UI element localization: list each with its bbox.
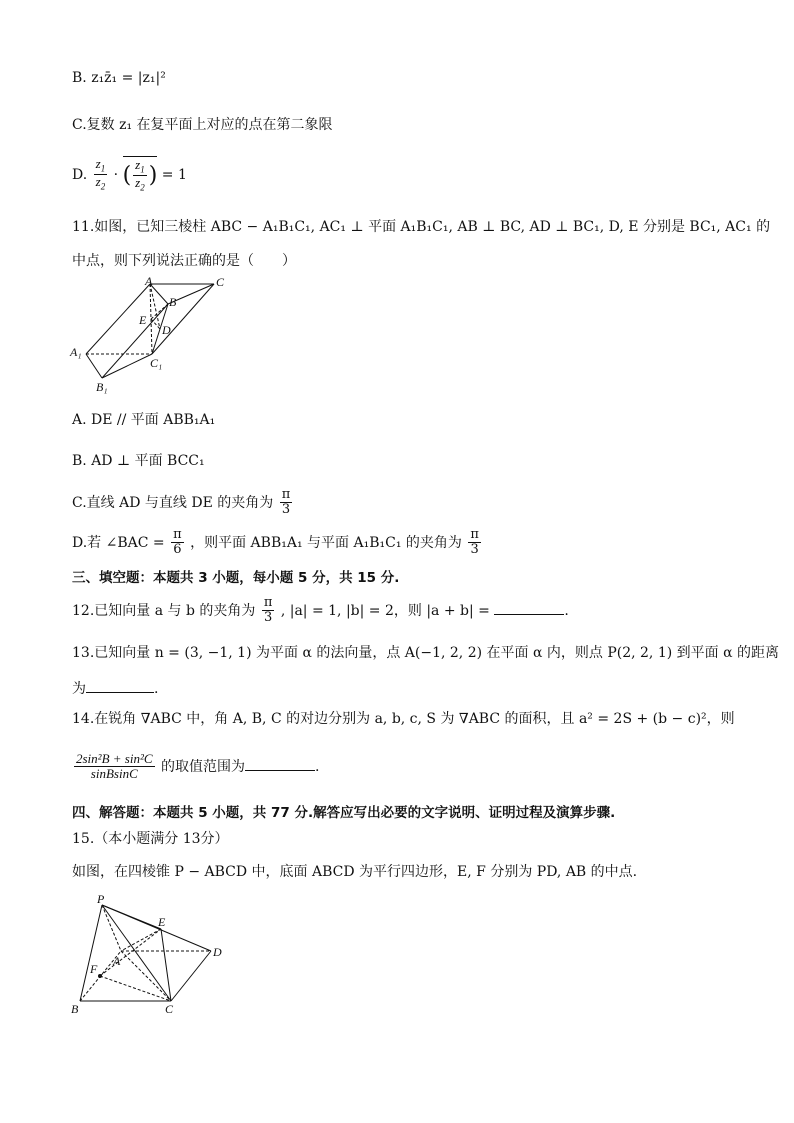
q10-option-c (72, 117, 333, 134)
q11-label-b1: B₁ (96, 380, 108, 394)
q12 (72, 596, 569, 626)
q11-option-d-frac1: $\frac{\pi}{6}$ (173, 527, 182, 558)
q15-label-b: B (71, 1002, 79, 1016)
q15-label-a: A (113, 954, 121, 968)
q13-line1 (72, 645, 779, 662)
q10-option-d-prefix: D. (72, 166, 88, 183)
q13-answer-blank[interactable] (86, 678, 154, 693)
q14-line1 (72, 711, 735, 728)
q15-title: 15.（本小题满分 13分） (72, 831, 229, 847)
q11-label-c: C (216, 275, 225, 289)
q11-option-b (72, 453, 205, 470)
q11-option-b-text: B. AD ⊥ 平面 BCC₁ (72, 453, 205, 469)
q10-option-c-text: C.复数 z₁ 在复平面上对应的点在第二象限 (72, 117, 333, 133)
q15-label-c: C (165, 1002, 174, 1016)
q11-prism-figure (68, 274, 238, 396)
q11-option-d-text1: D.若 ∠BAC = (72, 534, 165, 551)
q12-suffix: , |a| = 1, |b| = 2，则 |a + b| = (280, 602, 490, 619)
q14-line2 (72, 752, 319, 782)
q11-option-d-frac2: $\frac{\pi}{3}$ (470, 527, 479, 558)
q11-option-c (72, 488, 294, 518)
q14-answer-blank[interactable] (245, 756, 315, 771)
q14-line2-end: . (314, 758, 320, 775)
q11-stem-line1-text: 11.如图，已知三棱柱 ABC − A₁B₁C₁, AC₁ ⊥ 平面 A₁B₁C₁, AB ⊥ BC, AD ⊥ BC₁, D, E 分别是 BC₁, AC₁ 的 (72, 219, 771, 235)
q10-option-d-conj: ( $\frac{z_1}{z_2}$ ) (122, 157, 158, 194)
q14-frac: $\frac{\text{2sin²B + sin²C}}{\text{sinBsinC}}$ (76, 751, 153, 782)
q12-answer-blank[interactable] (494, 600, 564, 615)
q10-option-d-suffix: = 1 (161, 166, 187, 183)
section-4-heading: 四、解答题：本题共 5 小题，共 77 分.解答应写出必要的文字说明、证明过程及演算步骤. (72, 805, 616, 821)
q11-stem-line2 (72, 253, 296, 270)
q13-line2 (72, 678, 158, 698)
q11-label-b: B (169, 295, 177, 309)
q10-option-b (72, 70, 166, 87)
q14-line1-text: 14.在锐角 ∇ABC 中，角 A, B, C 的对边分别为 a, b, c, S 为 ∇ABC 的面积，且 a² = 2S + (b − c)²，则 (72, 711, 735, 727)
q15-label-e: E (158, 915, 166, 929)
q13-line2-prefix: 为 (72, 681, 86, 697)
q11-option-c-text: C.直线 AD 与直线 DE 的夹角为 (72, 494, 274, 511)
q13-line1-text: 13.已知向量 n = (3, −1, 1) 为平面 α 的法向量，点 A(−1, 2, 2) 在平面 α 内，则点 P(2, 2, 1) 到平面 α 的距离 (72, 645, 780, 661)
q11-stem-line1 (72, 219, 770, 236)
q11-option-d (72, 528, 483, 558)
q10-option-b-text: B. z₁z̄₁ = |z₁|² (72, 70, 166, 86)
q11-label-a1: A₁ (70, 345, 82, 359)
q10-option-d-frac: $\frac{z_1}{z_2}$ (95, 156, 106, 193)
q11-option-a-text: A. DE // 平面 ABB₁A₁ (72, 412, 216, 428)
q12-end: . (564, 602, 569, 619)
q11-label-e: E (139, 313, 147, 327)
q11-label-a: A (145, 274, 153, 288)
q11-option-d-text2: ，则平面 ABB₁A₁ 与平面 A₁B₁C₁ 的夹角为 (190, 534, 462, 551)
q15-label-d: D (213, 945, 222, 959)
q13-line2-end: . (154, 681, 159, 697)
section-3-heading: 三、填空题：本题共 3 小题，每小题 5 分，共 15 分. (72, 570, 400, 586)
q15-pyramid-figure (66, 893, 236, 1018)
q15-stem: 如图，在四棱锥 P − ABCD 中，底面 ABCD 为平行四边形，E, F 分别为 PD, AB 的中点. (72, 864, 638, 880)
q14-line2-suffix: 的取值范围为 (160, 758, 245, 775)
q11-stem-line2-text: 中点，则下列说法正确的是（ ） (72, 253, 296, 269)
q10-option-d: D. $\frac{z_1}{z_2}$ · ( $\frac{z_1}{z_2}$ ) = 1 (72, 156, 187, 194)
q12-prefix: 12.已知向量 a 与 b 的夹角为 (72, 602, 256, 619)
q11-label-d: D (162, 323, 171, 337)
q12-frac: $\frac{\pi}{3}$ (263, 595, 273, 626)
q11-option-c-frac: $\frac{\pi}{3}$ (281, 487, 291, 518)
q15-label-f: F (90, 962, 98, 976)
q15-label-p: P (97, 893, 105, 906)
q11-label-c1: C₁ (150, 356, 163, 370)
q11-option-a (72, 412, 215, 429)
